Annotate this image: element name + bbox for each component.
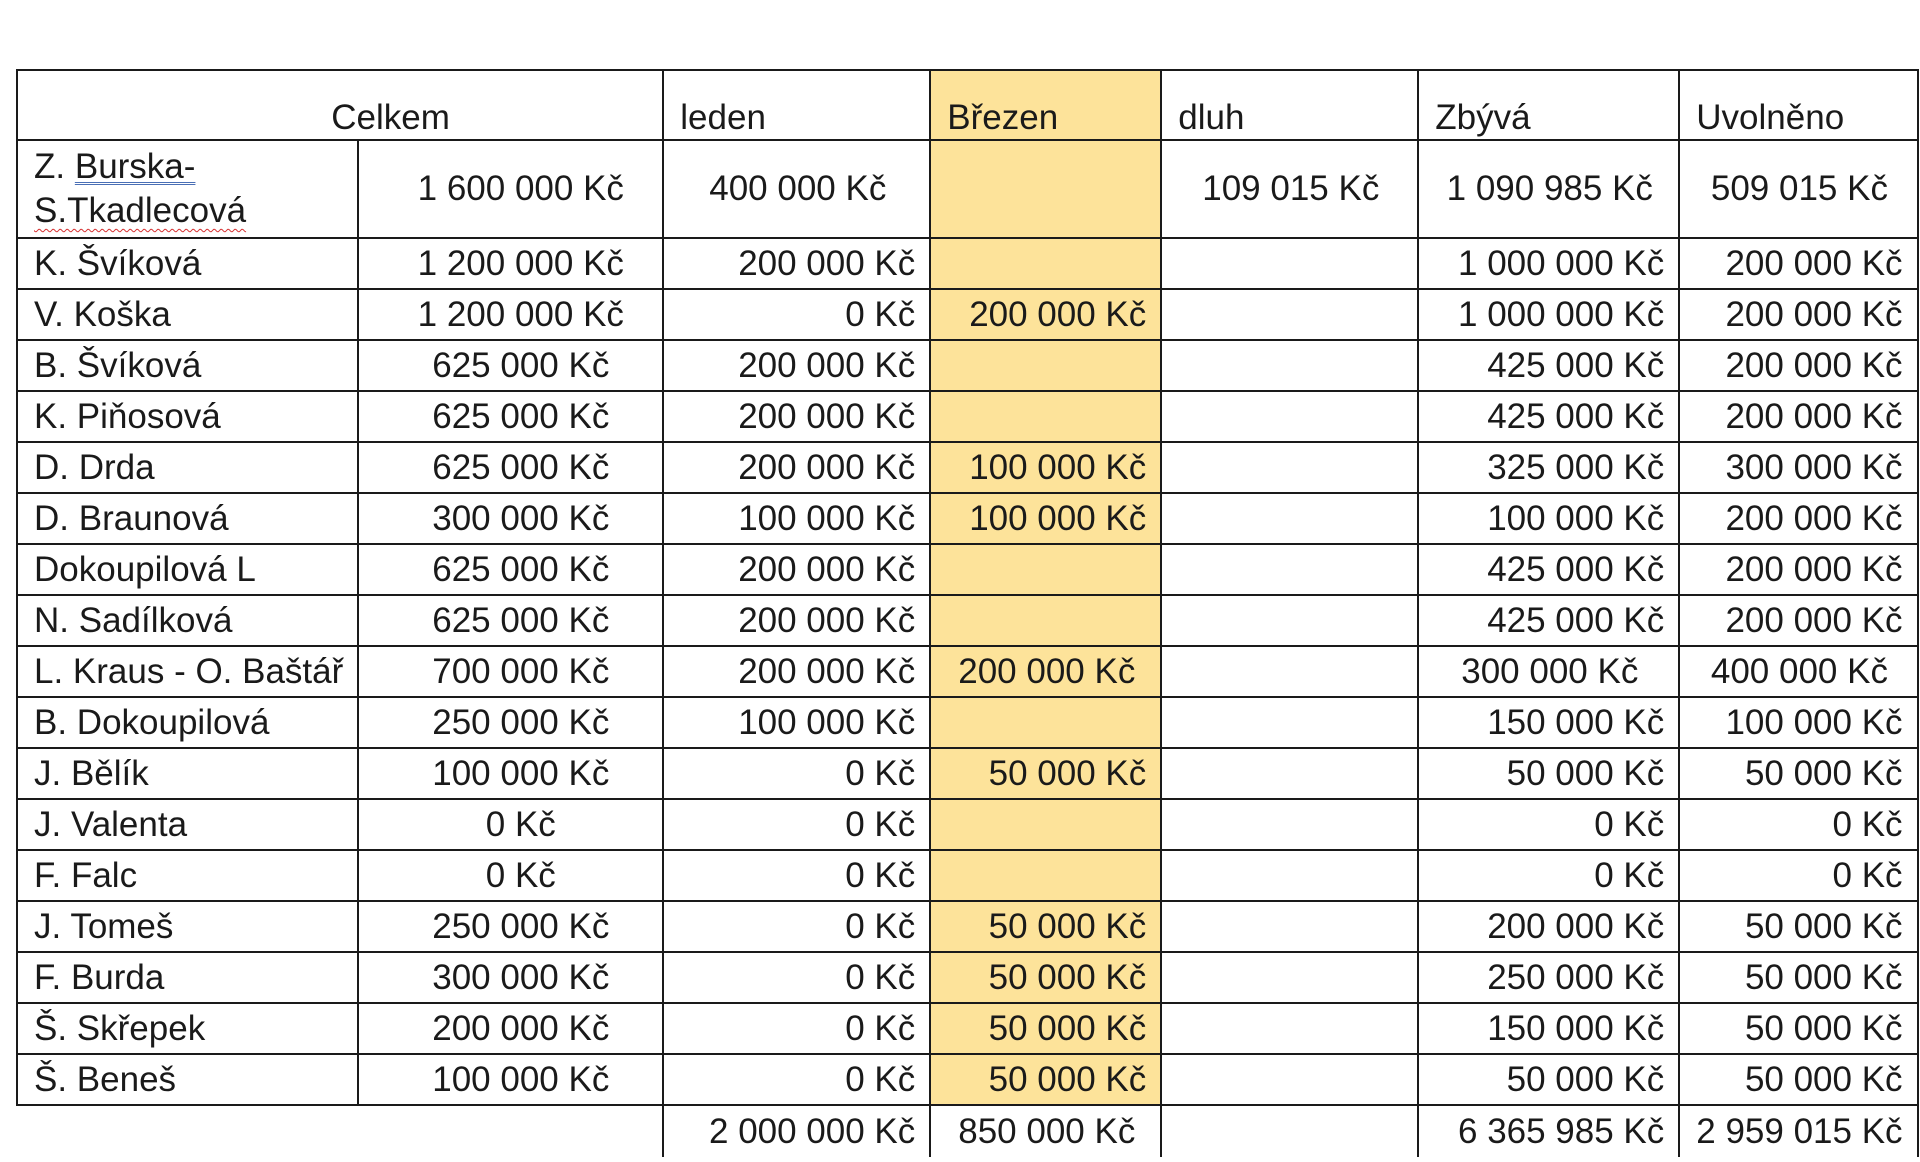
total-uvolneno: 2 959 015 Kč [1679,1105,1917,1157]
cell-dluh [1161,850,1418,901]
row-name-cell: B. Dokoupilová [17,697,358,748]
cell-leden: 0 Kč [663,1054,930,1105]
row-name-cell: F. Burda [17,952,358,1003]
cell-uvolneno: 200 000 Kč [1679,544,1917,595]
row-name-cell: J. Tomeš [17,901,358,952]
cell-celkem: 625 000 Kč [358,595,663,646]
cell-uvolneno: 50 000 Kč [1679,901,1917,952]
cell-uvolneno: 0 Kč [1679,850,1917,901]
table-row [17,595,1918,646]
cell-leden: 0 Kč [663,901,930,952]
total-empty [1161,1105,1418,1157]
cell-zbyva: 200 000 Kč [1418,901,1679,952]
row-name-cell: Dokoupilová L [17,544,358,595]
cell-uvolneno: 200 000 Kč [1679,595,1917,646]
cell-uvolneno: 50 000 Kč [1679,952,1917,1003]
row-name-cell: K. Piňosová [17,391,358,442]
cell-celkem: 625 000 Kč [358,442,663,493]
header-row [17,70,1918,140]
cell-brezen [930,595,1161,646]
cell-dluh [1161,544,1418,595]
table-row [17,901,1918,952]
cell-leden: 400 000 Kč [663,140,930,238]
cell-dluh [1161,799,1418,850]
cell-leden: 0 Kč [663,952,930,1003]
cell-celkem: 0 Kč [358,799,663,850]
cell-zbyva: 425 000 Kč [1418,544,1679,595]
cell-uvolneno: 0 Kč [1679,799,1917,850]
row-name-second-line: S.Tkadlecová [34,191,247,230]
total-brezen: 850 000 Kč [930,1105,1161,1157]
allocation-table [16,69,1919,1157]
cell-zbyva: 1 090 985 Kč [1418,140,1679,238]
cell-brezen: 200 000 Kč [930,289,1161,340]
cell-celkem: 625 000 Kč [358,391,663,442]
cell-celkem: 250 000 Kč [358,901,663,952]
cell-celkem: 250 000 Kč [358,697,663,748]
header-celkem: Celkem [358,70,663,140]
cell-zbyva: 50 000 Kč [1418,1054,1679,1105]
cell-leden: 100 000 Kč [663,697,930,748]
row-name-cell: L. Kraus - O. Baštář [17,646,358,697]
cell-dluh [1161,493,1418,544]
cell-brezen [930,238,1161,289]
table-row [17,238,1918,289]
cell-celkem: 0 Kč [358,850,663,901]
cell-dluh [1161,391,1418,442]
cell-dluh [1161,289,1418,340]
cell-celkem: 100 000 Kč [358,748,663,799]
header-brezen: Březen [930,70,1161,140]
cell-dluh [1161,646,1418,697]
table-row [17,1054,1918,1105]
header-leden: leden [663,70,930,140]
cell-celkem: 625 000 Kč [358,544,663,595]
row-name-cell: K. Švíková [17,238,358,289]
cell-celkem: 1 200 000 Kč [358,289,663,340]
cell-uvolneno: 200 000 Kč [1679,391,1917,442]
table-row [17,646,1918,697]
cell-brezen: 100 000 Kč [930,493,1161,544]
cell-brezen: 50 000 Kč [930,748,1161,799]
cell-dluh [1161,697,1418,748]
table-row [17,140,1918,238]
cell-dluh: 109 015 Kč [1161,140,1418,238]
cell-zbyva: 300 000 Kč [1418,646,1679,697]
cell-zbyva: 1 000 000 Kč [1418,289,1679,340]
cell-dluh [1161,1003,1418,1054]
cell-brezen: 50 000 Kč [930,1054,1161,1105]
cell-leden: 200 000 Kč [663,646,930,697]
row-name-prefix: Z. [34,147,66,186]
table-row [17,544,1918,595]
cell-uvolneno: 200 000 Kč [1679,238,1917,289]
row-name-cell: B. Švíková [17,340,358,391]
cell-uvolneno: 50 000 Kč [1679,1003,1917,1054]
cell-zbyva: 0 Kč [1418,850,1679,901]
cell-celkem: 1 200 000 Kč [358,238,663,289]
cell-dluh [1161,595,1418,646]
cell-leden: 200 000 Kč [663,340,930,391]
row-name-cell: D. Braunová [17,493,358,544]
cell-zbyva: 425 000 Kč [1418,340,1679,391]
header-name [17,70,358,140]
cell-zbyva: 1 000 000 Kč [1418,238,1679,289]
header-zbyva: Zbývá [1418,70,1679,140]
table-row [17,391,1918,442]
cell-uvolneno: 200 000 Kč [1679,493,1917,544]
cell-brezen [930,850,1161,901]
row-name-cell: D. Drda [17,442,358,493]
total-zbyva: 6 365 985 Kč [1418,1105,1679,1157]
cell-zbyva: 150 000 Kč [1418,1003,1679,1054]
table-row [17,952,1918,1003]
cell-leden: 0 Kč [663,748,930,799]
header-uvolneno: Uvolněno [1679,70,1917,140]
row-name-cell: J. Valenta [17,799,358,850]
row-name-cell: J. Bělík [17,748,358,799]
cell-leden: 0 Kč [663,289,930,340]
cell-brezen [930,391,1161,442]
cell-dluh [1161,238,1418,289]
cell-celkem: 200 000 Kč [358,1003,663,1054]
cell-brezen: 50 000 Kč [930,1003,1161,1054]
cell-dluh [1161,340,1418,391]
cell-uvolneno: 200 000 Kč [1679,289,1917,340]
cell-leden: 200 000 Kč [663,238,930,289]
cell-zbyva: 150 000 Kč [1418,697,1679,748]
cell-uvolneno: 509 015 Kč [1679,140,1917,238]
cell-brezen [930,340,1161,391]
cell-uvolneno: 50 000 Kč [1679,748,1917,799]
cell-brezen: 50 000 Kč [930,901,1161,952]
cell-leden: 0 Kč [663,799,930,850]
total-empty [17,1105,358,1157]
total-leden: 2 000 000 Kč [663,1105,930,1157]
table-row [17,748,1918,799]
cell-uvolneno: 100 000 Kč [1679,697,1917,748]
header-dluh: dluh [1161,70,1418,140]
cell-dluh [1161,442,1418,493]
row-name-cell: Š. Skřepek [17,1003,358,1054]
cell-zbyva: 425 000 Kč [1418,595,1679,646]
cell-leden: 200 000 Kč [663,442,930,493]
cell-brezen [930,544,1161,595]
cell-leden: 100 000 Kč [663,493,930,544]
cell-brezen: 100 000 Kč [930,442,1161,493]
cell-uvolneno: 200 000 Kč [1679,340,1917,391]
cell-leden: 200 000 Kč [663,544,930,595]
cell-zbyva: 325 000 Kč [1418,442,1679,493]
cell-zbyva: 100 000 Kč [1418,493,1679,544]
cell-uvolneno: 400 000 Kč [1679,646,1917,697]
row-name-cell: N. Sadílková [17,595,358,646]
cell-uvolneno: 300 000 Kč [1679,442,1917,493]
cell-uvolneno: 50 000 Kč [1679,1054,1917,1105]
cell-dluh [1161,748,1418,799]
table-row [17,697,1918,748]
cell-dluh [1161,952,1418,1003]
cell-brezen [930,140,1161,238]
cell-celkem: 100 000 Kč [358,1054,663,1105]
cell-brezen: 50 000 Kč [930,952,1161,1003]
cell-celkem: 300 000 Kč [358,952,663,1003]
cell-brezen: 200 000 Kč [930,646,1161,697]
row-name-cell [17,140,358,238]
cell-celkem: 625 000 Kč [358,340,663,391]
cell-celkem: 700 000 Kč [358,646,663,697]
cell-leden: 200 000 Kč [663,391,930,442]
row-name-cell: V. Koška [17,289,358,340]
cell-zbyva: 50 000 Kč [1418,748,1679,799]
row-name-surname: Burska- [74,147,196,186]
cell-zbyva: 0 Kč [1418,799,1679,850]
table-row [17,289,1918,340]
cell-leden: 0 Kč [663,1003,930,1054]
cell-brezen [930,799,1161,850]
cell-dluh [1161,1054,1418,1105]
totals-row [17,1105,1918,1157]
cell-celkem: 1 600 000 Kč [358,140,663,238]
cell-dluh [1161,901,1418,952]
cell-zbyva: 425 000 Kč [1418,391,1679,442]
row-name-cell: F. Falc [17,850,358,901]
table-row [17,799,1918,850]
total-empty [358,1105,663,1157]
table-row [17,442,1918,493]
table-row [17,850,1918,901]
cell-leden: 200 000 Kč [663,595,930,646]
table-row [17,1003,1918,1054]
cell-brezen [930,697,1161,748]
cell-zbyva: 250 000 Kč [1418,952,1679,1003]
cell-leden: 0 Kč [663,850,930,901]
row-name-cell: Š. Beneš [17,1054,358,1105]
table-row [17,493,1918,544]
table-row [17,340,1918,391]
cell-celkem: 300 000 Kč [358,493,663,544]
